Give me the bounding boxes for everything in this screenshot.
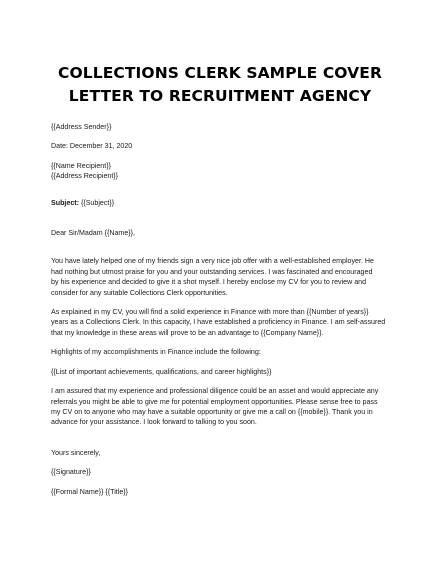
paragraph-line: consider for any suitable Collections Clerk opportunities. [51, 288, 228, 297]
letter-body [51, 122, 393, 497]
paragraph-line: You have lately helped one of my friends sign a very nice job offer with a well-established employer. He [51, 257, 374, 266]
subject-value: {{Subject}} [78, 198, 115, 207]
paragraph-line: I am assured that my experience and professional diligence could be an asset and would appreciate any [51, 387, 379, 396]
paragraph-line: As explained in my CV, you will find a solid experience in Finance with more than {{Number of years}} [51, 308, 369, 317]
title-line-2: LETTER TO RECRUITMENT AGENCY [68, 87, 372, 105]
signature: {{Signature}} [51, 468, 91, 477]
subject-label: Subject: [51, 198, 79, 207]
paragraph-line: advance for your assistance. I look forward to talking to you soon. [51, 418, 257, 427]
paragraph-highlights: Highlights of my accomplishments in Finance include the following: [51, 348, 261, 357]
closing: Yours sincerely, [51, 448, 101, 457]
title-line-1: COLLECTIONS CLERK SAMPLE COVER [58, 64, 382, 82]
recipient-name: {{Name Recipient}} [51, 161, 111, 170]
paragraph-line: referrals you might be able to give me for potential employment opportunities. Please sense free to pass [51, 397, 378, 406]
document-title [40, 62, 400, 108]
achievements-placeholder: {{List of important achievements, qualifications, and career highlights}} [51, 367, 272, 376]
paragraph-line: that my knowledge in these areas will prove to be an advantage to {{Company Name}}. [51, 328, 324, 337]
paragraph-line: by his experience and decided to give it a shot myself. I hereby enclose my CV for you to review and [51, 278, 367, 287]
paragraph-line: had nothing but utmost praise for you and your outstanding services. I was fascinated and encouraged [51, 267, 373, 276]
subject-line [51, 198, 393, 208]
paragraph-intro [51, 256, 393, 298]
sender-address: {{Address Sender}} [51, 123, 112, 131]
letter-date: Date: December 31, 2020 [51, 142, 133, 151]
recipient-address: {{Address Recipient}} [51, 172, 119, 181]
paragraph-line: my CV on to anyone who may have a suitable opportunity or give me a call on {{mobile}}. Thank you in [51, 407, 373, 416]
paragraph-experience [51, 307, 393, 338]
formal-name: {{Formal Name}} {{Title}} [51, 487, 129, 496]
salutation: Dear Sir/Madam {{Name}}, [51, 229, 135, 238]
paragraph-closing [51, 386, 393, 428]
paragraph-line: years as a Collections Clerk. In this capacity, I have established a proficiency in Finance. I am self-assured [51, 318, 386, 327]
